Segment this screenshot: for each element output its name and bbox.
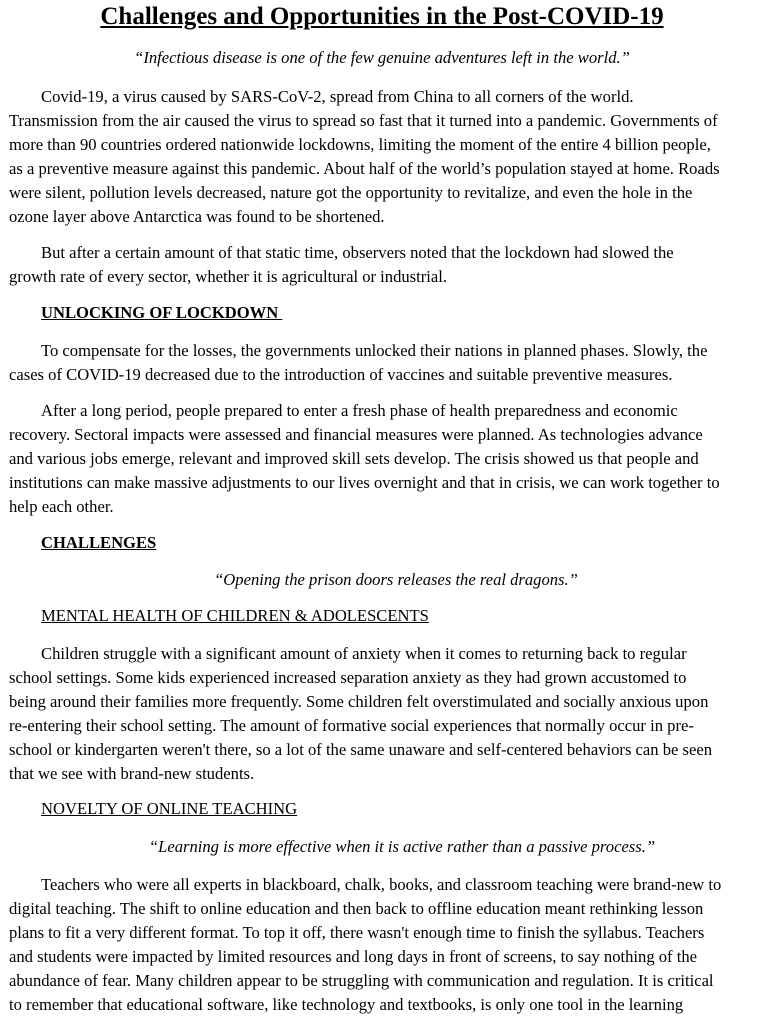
paragraph-line: help each other. xyxy=(9,496,114,516)
challenges-quote: “Opening the prison doors releases the real dragons.” xyxy=(214,570,578,589)
paragraph-line: growth rate of every sector, whether it is agricultural or industrial. xyxy=(9,266,448,286)
paragraph-line: to remember that educational software, like technology and textbooks, is only one tool in the learning xyxy=(9,994,684,1014)
lockdown-impact-paragraph xyxy=(9,241,763,289)
heading-novelty-online-teaching: NOVELTY OF ONLINE TEACHING xyxy=(41,799,298,818)
heading-challenges: CHALLENGES xyxy=(41,533,157,552)
paragraph-line: recovery. Sectoral impacts were assessed and financial measures were planned. As technologies advance xyxy=(9,424,703,444)
heading-mental-health: MENTAL HEALTH OF CHILDREN & ADOLESCENTS xyxy=(41,606,429,625)
opening-quote: “Infectious disease is one of the few genuine adventures left in the world.” xyxy=(134,48,630,67)
online-teaching-paragraph xyxy=(9,873,763,1016)
intro-line: were silent, pollution levels decreased, nature got the opportunity to revitalize, and even the hole in the xyxy=(9,182,693,202)
paragraph-line: cases of COVID-19 decreased due to the introduction of vaccines and suitable preventive measures. xyxy=(9,364,673,384)
paragraph-line: abundance of fear. Many children appear to be struggling with communication and regulation. It is critical xyxy=(9,970,714,990)
intro-paragraph xyxy=(9,85,763,228)
paragraph-line: that we see with brand-new students. xyxy=(9,763,255,783)
intro-line: ozone layer above Antarctica was found to be shortened. xyxy=(9,206,385,226)
paragraph-line: and students were impacted by limited resources and long days in front of screens, to say nothing of the xyxy=(9,946,698,966)
recovery-paragraph xyxy=(9,399,763,519)
intro-line: as a preventive measure against this pandemic. About half of the world’s population stayed at home. Roads xyxy=(9,158,720,178)
paragraph-line: Children struggle with a significant amount of anxiety when it comes to returning back to regular xyxy=(41,644,687,663)
learning-quote: “Learning is more effective when it is active rather than a passive process.” xyxy=(148,837,656,856)
unlocking-paragraph xyxy=(9,339,763,387)
paragraph-line: Teachers who were all experts in blackboard, chalk, books, and classroom teaching were brand-new to xyxy=(41,875,722,894)
paragraph-line: To compensate for the losses, the governments unlocked their nations in planned phases. Slowly, the xyxy=(41,341,708,360)
paragraph-line: plans to fit a very different format. To top it off, there wasn't enough time to finish the syllabus. Teachers xyxy=(9,922,705,942)
intro-line: more than 90 countries ordered nationwide lockdowns, limiting the moment of the entire 4 billion people, xyxy=(9,134,711,154)
paragraph-line: school or kindergarten weren't there, so a lot of the same unaware and self-centered behaviors can be seen xyxy=(9,739,713,759)
intro-line: Transmission from the air caused the virus to spread so fast that it turned into a pandemic. Governments of xyxy=(9,110,718,130)
paragraph-line: But after a certain amount of that static time, observers noted that the lockdown had slowed the xyxy=(41,243,674,262)
paragraph-line: re-entering their school setting. The amount of formative social experiences that normally occur in pre- xyxy=(9,715,694,735)
paragraph-line: institutions can make massive adjustments to our lives overnight and that in crisis, we can work together to xyxy=(9,472,720,492)
paragraph-line: school settings. Some kids experienced increased separation anxiety as they had grown accustomed to xyxy=(9,667,687,687)
paragraph-line: After a long period, people prepared to enter a fresh phase of health preparedness and economic xyxy=(41,401,678,420)
mental-health-paragraph xyxy=(9,642,763,785)
document-title: Challenges and Opportunities in the Post-COVID-19 xyxy=(100,3,664,30)
heading-unlocking-of-lockdown: UNLOCKING OF LOCKDOWN xyxy=(41,303,283,322)
paragraph-line: being around their families more frequently. Some children felt overstimulated and socially anxious upon xyxy=(9,691,709,711)
intro-line: Covid-19, a virus caused by SARS-CoV-2, spread from China to all corners of the world. xyxy=(41,87,634,106)
paragraph-line: digital teaching. The shift to online education and then back to offline education meant rethinking lesson xyxy=(9,898,704,918)
paragraph-line: and various jobs emerge, relevant and improved skill sets develop. The crisis showed us that people and xyxy=(9,448,699,468)
